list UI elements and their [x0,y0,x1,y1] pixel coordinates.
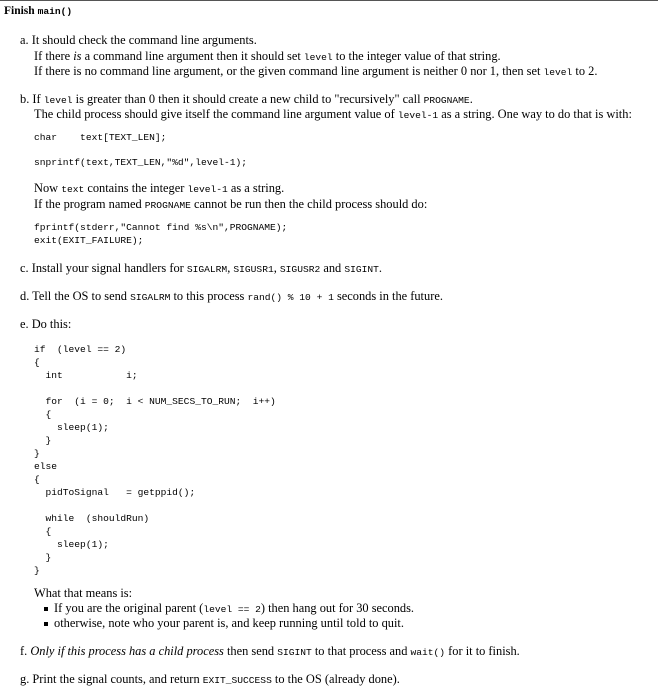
item-b-line2: Now text contains the integer level-1 as a string. [34,181,285,195]
item-c-label: c. Install your signal handlers for SIGALRM, SIGUSR1, SIGUSR2 and SIGINT. [20,261,382,275]
item-e-means: What that means is: [34,586,133,600]
code-line: sleep(1); [34,422,109,433]
item-b-line3: If the program named PROGNAME cannot be run then the child process should do: [34,197,428,211]
item-g-label: g. Print the signal counts, and return EXIT_SUCCESS to the OS (already done). [20,672,400,686]
code-line: } [34,565,40,576]
item-a-label: a. It should check the command line arguments. [20,33,257,47]
bullet-item-otherwise: otherwise, note who your parent is, and keep running until told to quit. [54,616,404,630]
code-exit: exit(EXIT_FAILURE); [34,235,144,246]
code-line: { [34,409,52,420]
code-line: } [34,448,40,459]
code-line: } [34,552,52,563]
item-b-label: b. If level is greater than 0 then it should create a new child to "recursively" call PROGNAME. [20,92,473,106]
code-snprintf: snprintf(text,TEXT_LEN,"%d",level-1); [34,157,248,168]
code-line: { [34,357,40,368]
code-line: if (level == 2) [34,344,127,355]
code-line: sleep(1); [34,539,109,550]
item-a-line2: If there is no command line argument, or the given command line argument is neither 0 nor 1, then set level to 2. [34,64,598,78]
code-line: { [34,474,40,485]
code-line: int i; [34,370,138,381]
top-rule [0,0,658,1]
item-e-label: e. Do this: [20,317,72,331]
code-line: } [34,435,52,446]
item-b-line1: The child process should give itself the command line argument value of level-1 as a string. One way to do that is with: [34,107,632,121]
code-fprintf: fprintf(stderr,"Cannot find %s\n",PROGNAME); [34,222,288,233]
code-line: while (shouldRun) [34,513,150,524]
code-char-decl: char text[TEXT_LEN]; [34,132,167,143]
code-line: else [34,461,58,472]
item-f-label: f. Only if this process has a child process then send SIGINT to that process and wait() for it to finish. [20,644,520,658]
bullet-item-original-parent: If you are the original parent (level == 2) then hang out for 30 seconds. [54,601,415,615]
code-line: { [34,526,52,537]
section-heading: Finish main() [4,5,73,17]
item-a-line1: If there is a command line argument then it should set level to the integer value of that string. [34,49,501,63]
code-line: pidToSignal = getppid(); [34,487,196,498]
code-line: for (i = 0; i < NUM_SECS_TO_RUN; i++) [34,396,276,407]
item-d-label: d. Tell the OS to send SIGALRM to this process rand() % 10 + 1 seconds in the future. [20,289,443,303]
